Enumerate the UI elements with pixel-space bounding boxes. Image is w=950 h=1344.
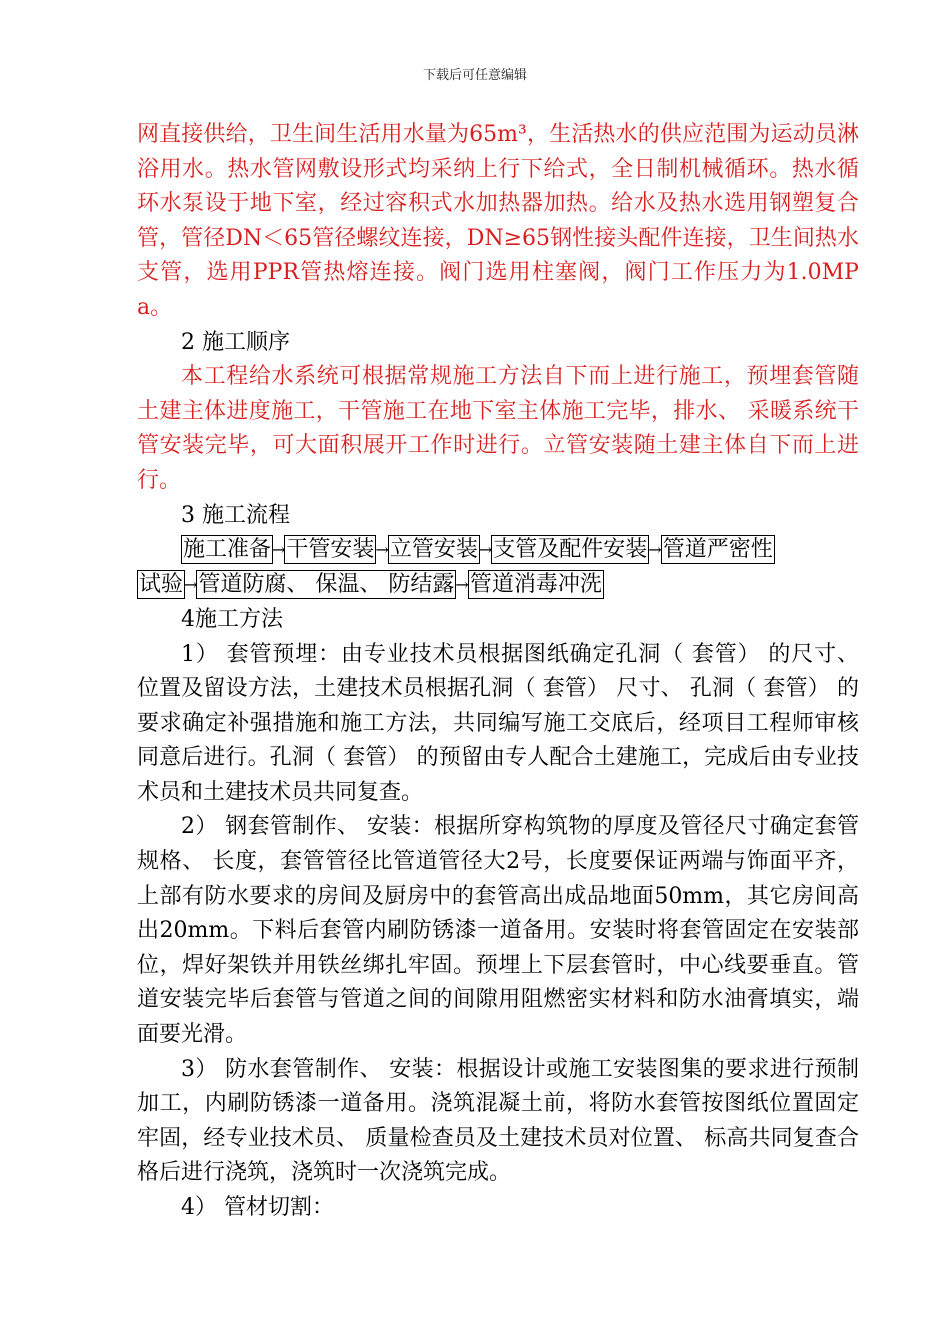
flow-step-prepare: 施工准备	[183, 537, 272, 563]
flow-step-disinfection: 管道消毒冲洗	[469, 572, 602, 598]
flow-arrow-icon: →	[455, 575, 469, 595]
flow-arrow-icon: →	[478, 540, 493, 560]
flow-step-test: 试验	[139, 572, 184, 598]
flow-arrow-icon: →	[375, 540, 389, 560]
flow-step-main-pipe: 干管安装	[286, 537, 375, 563]
flow-arrow-icon: →	[272, 540, 286, 560]
method-item-2: 2） 钢套管制作、 安装：根据所穿构筑物的厚度及管径尺寸确定套管规格、 长度，套管管径比管道管径大2号，长度要保证两端与饰面平齐，上部有防水要求的房间及厨房中的套管高出成品地面50mm，其它房间高出20mm。下料后套管内刷防锈漆一道备用。安装时将套管固定在安装部位，焊好架铁并用铁丝绑扎牢固。预埋上下层套管时，中心线要垂直。管道安装完毕后套管与管道之间的间隙用阻燃密实材料和防水油膏填实，端面要光滑。	[137, 814, 859, 1048]
section-3-heading: 3 施工流程	[181, 502, 290, 528]
document-body	[137, 118, 859, 1226]
process-flow-row-2	[137, 568, 859, 603]
section-4-heading: 4施工方法	[181, 606, 283, 632]
flow-arrow-icon: →	[648, 540, 662, 560]
process-flow	[137, 533, 859, 603]
flow-step-branch: 支管及配件安装	[493, 537, 648, 563]
section-2-heading: 2 施工顺序	[181, 329, 290, 355]
section-2-paragraph: 本工程给水系统可根据常规施工方法自下而上进行施工，预埋套管随土建主体进度施工，干管施工在地下室主体施工完毕，排水、 采暖系统干管安装完毕，可大面积展开工作时进行。立管安装随土建主体自下而上进行。	[137, 364, 859, 493]
method-item-4: 4） 管材切割：	[181, 1195, 334, 1220]
flow-step-riser: 立管安装	[389, 537, 478, 563]
flow-step-tightness: 管道严密性	[662, 537, 773, 563]
page-header: 下载后可任意编辑	[422, 68, 527, 83]
flow-arrow-icon: →	[184, 575, 198, 595]
method-item-3: 3） 防水套管制作、 安装：根据设计或施工安装图集的要求进行预制加工，内刷防锈漆一道备用。浇筑混凝土前，将防水套管按图纸位置固定牢固，经专业技术员、 质量检查员及土建技术员对位置、 标高共同复查合格后进行浇筑，浇筑时一次浇筑完成。	[137, 1056, 859, 1186]
process-flow-row-1	[137, 533, 859, 568]
flow-step-anticorrosion: 管道防腐、 保温、 防结露	[198, 572, 455, 598]
method-item-1: 1） 套管预埋：由专业技术员根据图纸确定孔洞（ 套管） 的尺寸、 位置及留设方法，土建技术员根据孔洞（ 套管） 尺寸、 孔洞（ 套管） 的要求确定补强措施和施工方法，共同编写施工交底后，经项目工程师审核同意后进行。孔洞（ 套管） 的预留由专人配合土建施工，完成后由专业技术员和土建技术员共同复查。	[137, 641, 859, 805]
intro-paragraph: 网直接供给，卫生间生活用水量为65m³，生活热水的供应范围为运动员淋浴用水。热水管网敷设形式均采纳上行下给式，全日制机械循环。热水循环水泵设于地下室，经过容积式水加热器加热。给水及热水选用钢塑复合管，管径DN＜65管径螺纹连接，DN≥65钢性接头配件连接，卫生间热水支管，选用PPR管热熔连接。阀门选用柱塞阀，阀门工作压力为1.0MPa。	[137, 122, 859, 320]
